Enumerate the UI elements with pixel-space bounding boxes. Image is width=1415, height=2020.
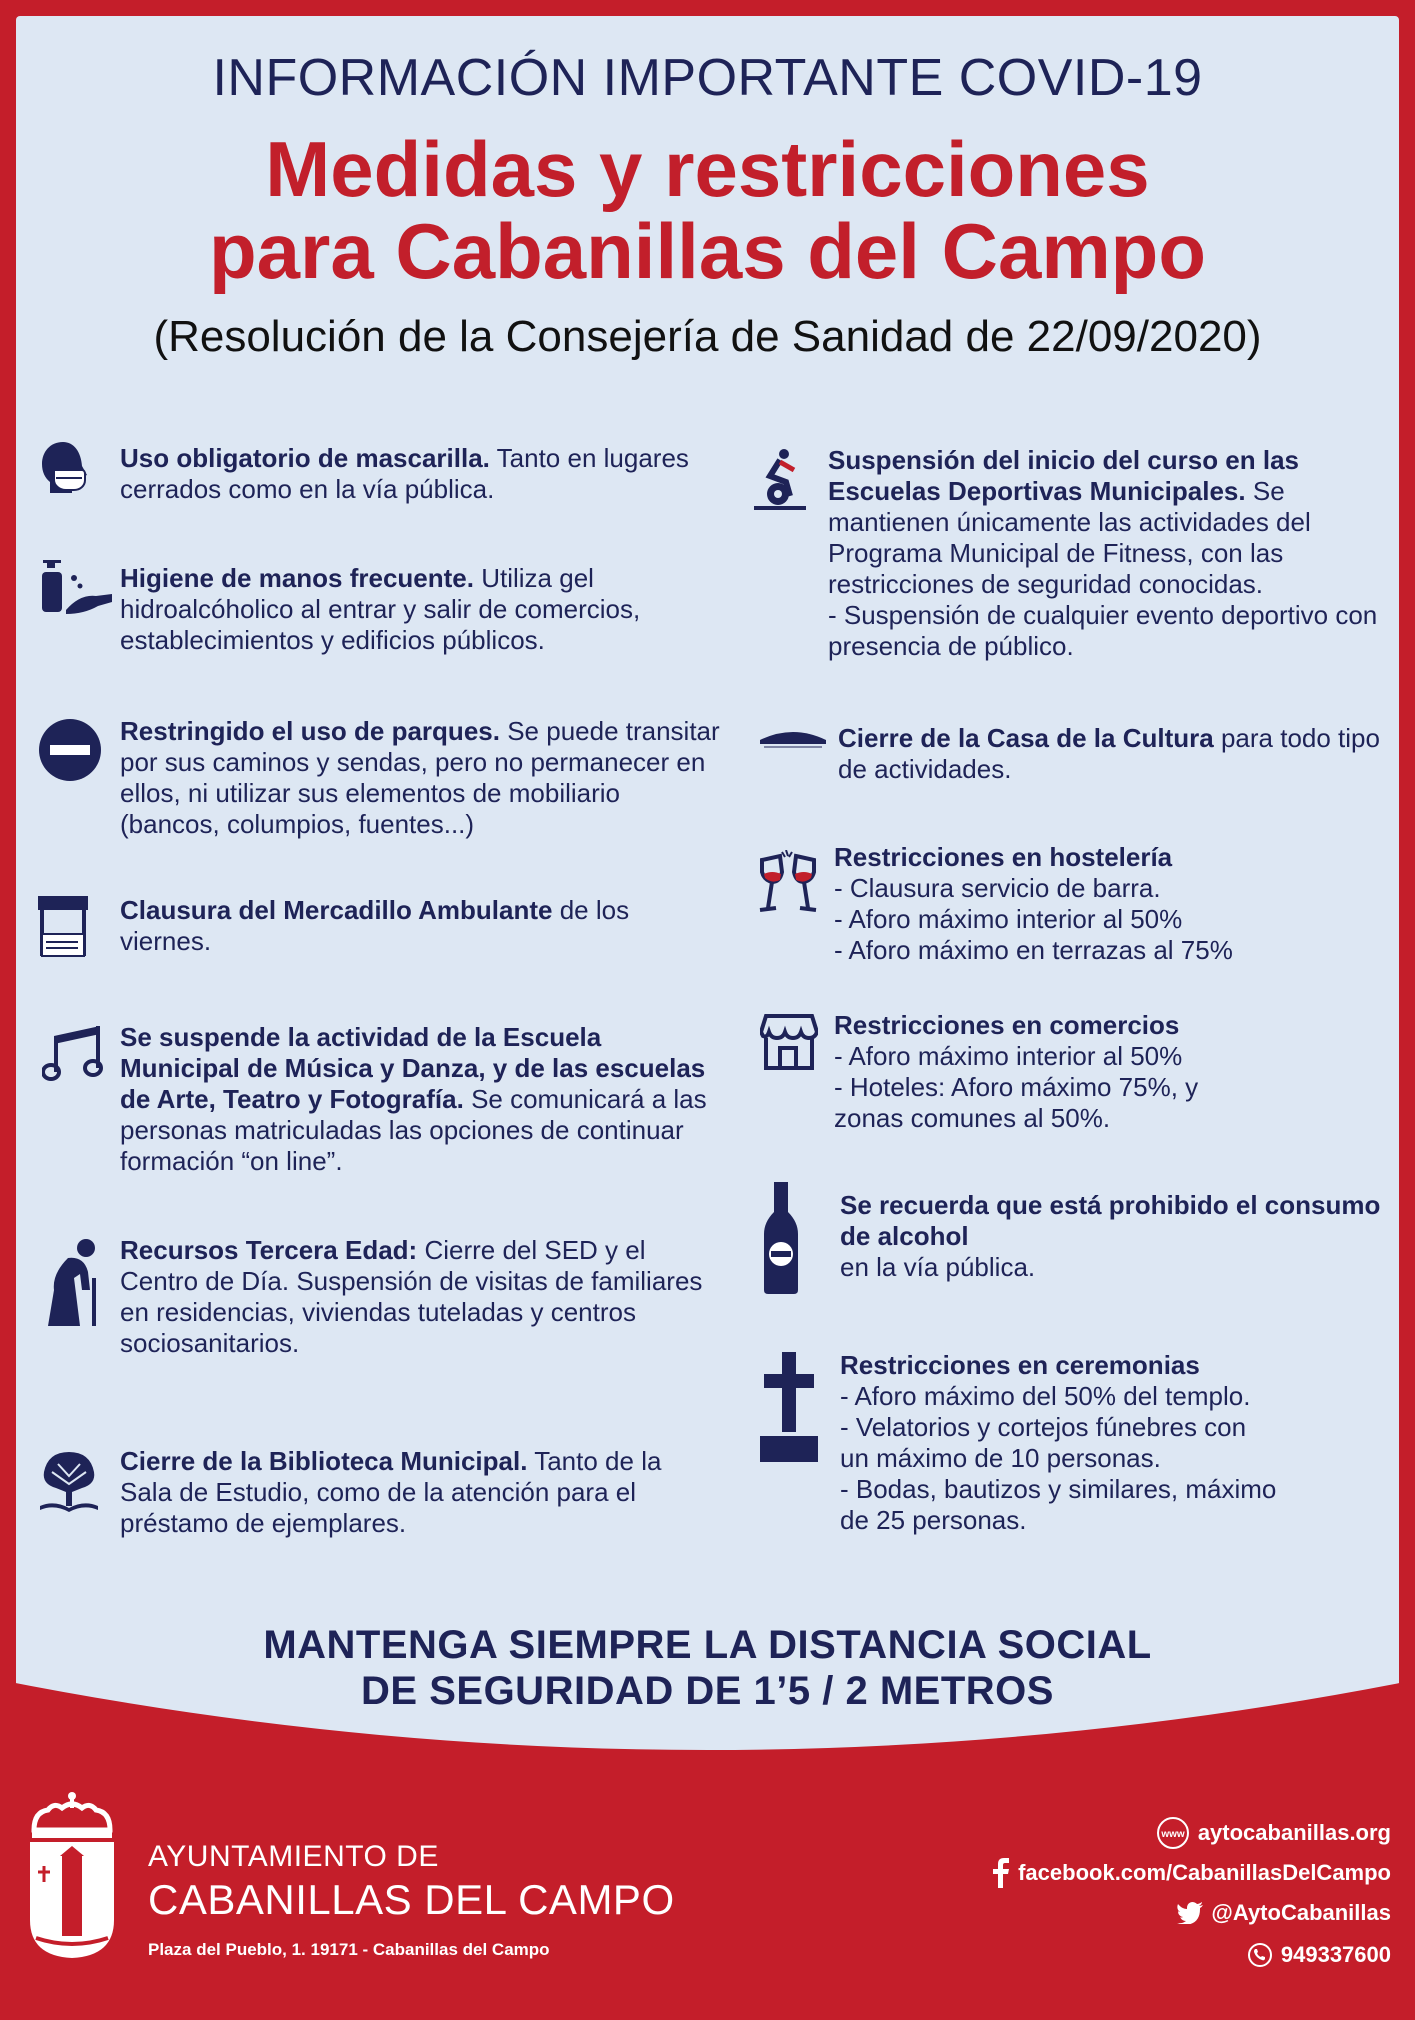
item-mask <box>120 443 700 505</box>
item-ceremonies <box>840 1350 1400 1536</box>
item-sports <box>828 445 1388 662</box>
phone-text: 949337600 <box>1280 1942 1391 1967</box>
item-shops-head: Restricciones en comercios <box>834 1010 1180 1040</box>
item-ceremonies-line-5: de 25 personas. <box>840 1505 1027 1535</box>
item-hospitality-head: Restricciones en hostelería <box>834 842 1173 872</box>
wine-glasses-icon <box>756 850 820 916</box>
hand-sanitizer-icon <box>40 558 115 618</box>
item-culture-body: para todo tipo de actividades. <box>838 723 1380 784</box>
item-market-head: Clausura del Mercadillo Ambulante <box>120 895 553 925</box>
item-alcohol <box>840 1190 1400 1283</box>
item-shops <box>834 1010 1394 1134</box>
item-ceremonies-line-3: un máximo de 10 personas. <box>840 1443 1161 1473</box>
globe-icon <box>1156 1816 1190 1850</box>
item-library <box>120 1446 720 1539</box>
face-mask-icon <box>38 440 88 495</box>
item-hospitality-line-3: - Aforo máximo en terrazas al 75% <box>834 935 1233 965</box>
no-entry-icon <box>38 718 102 782</box>
phone-link[interactable] <box>1247 1942 1391 1968</box>
web-text: aytocabanillas.org <box>1197 1820 1391 1845</box>
facebook-text: facebook.com/CabanillasDelCampo <box>1018 1860 1391 1885</box>
facebook-icon <box>992 1858 1010 1888</box>
item-hospitality-line-2: - Aforo máximo interior al 50% <box>834 904 1183 934</box>
item-ceremonies-line-1: - Aforo máximo del 50% del templo. <box>840 1381 1251 1411</box>
item-alcohol-body: en la vía pública. <box>840 1252 1036 1282</box>
org-line-2: CABANILLAS DEL CAMPO <box>148 1876 675 1923</box>
bottle-icon <box>762 1182 800 1294</box>
distance-message <box>0 1622 1415 1714</box>
item-library-body: Tanto de la Sala de Estudio, como de la atención para el préstamo de ejemplares. <box>120 1446 662 1538</box>
twitter-text: @AytoCabanillas <box>1211 1900 1391 1925</box>
item-mask-head: Uso obligatorio de mascarilla. <box>120 443 490 473</box>
item-hygiene-body: Utiliza gel hidroalcóholico al entrar y salir de comercios, establecimientos y edificios públicos. <box>120 563 641 655</box>
page-title <box>0 125 1415 295</box>
item-ceremonies-line-2: - Velatorios y cortejos fúnebres con <box>840 1412 1247 1442</box>
exercise-bike-icon <box>750 448 810 514</box>
org-address: Plaza del Pueblo, 1. 19171 - Cabanillas del Campo <box>148 1940 550 1959</box>
market-stall-icon <box>38 896 88 958</box>
item-culture <box>838 723 1398 785</box>
item-library-head: Cierre de la Biblioteca Municipal. <box>120 1446 528 1476</box>
coat-of-arms-logo <box>26 1790 118 1960</box>
web-link[interactable] <box>1156 1816 1391 1850</box>
item-culture-head: Cierre de la Casa de la Cultura <box>838 723 1214 753</box>
item-music <box>120 1022 720 1177</box>
item-sports-tail: - Suspensión de cualquier evento deportivo con presencia de público. <box>828 600 1378 661</box>
footer-organization <box>148 1840 675 1960</box>
item-ceremonies-line-4: - Bodas, bautizos y similares, máximo <box>840 1474 1277 1504</box>
item-music-body: Se comunicará a las personas matriculadas las opciones de continuar formación “on line”. <box>120 1084 707 1176</box>
item-hospitality-line-1: - Clausura servicio de barra. <box>834 873 1161 903</box>
distance-line-2: DE SEGURIDAD DE 1’5 / 2 METROS <box>361 1669 1054 1713</box>
twitter-link[interactable] <box>1177 1900 1391 1926</box>
item-parks-body: Se puede transitar por sus caminos y sendas, pero no permanecer en ellos, ni utilizar sus elementos de mobiliario (bancos, columpios, fuentes...) <box>120 716 720 839</box>
item-sports-head: Suspensión del inicio del curso en las Escuelas Deportivas Municipales. <box>828 445 1300 506</box>
item-music-head: Se suspende la actividad de la Escuela Municipal de Música y Danza, y de las escuelas de Arte, Teatro y Fotografía. <box>120 1022 706 1114</box>
item-hygiene-head: Higiene de manos frecuente. <box>120 563 474 593</box>
cross-icon <box>760 1352 818 1462</box>
title-line-2: para Cabanillas del Campo <box>209 207 1206 295</box>
item-hygiene <box>120 563 720 656</box>
item-parks <box>120 716 720 840</box>
item-shops-line-1: - Aforo máximo interior al 50% <box>834 1041 1183 1071</box>
item-shops-line-2: - Hoteles: Aforo máximo 75%, y <box>834 1072 1199 1102</box>
shop-icon <box>760 1014 818 1070</box>
item-elderly <box>120 1235 720 1359</box>
item-hospitality <box>834 842 1394 966</box>
globe-icon-text: www <box>1161 1829 1185 1840</box>
tree-book-icon <box>38 1448 100 1512</box>
elderly-person-icon <box>40 1238 104 1328</box>
item-elderly-body: Cierre del SED y el Centro de Día. Suspensión de visitas de familiares en residencias, viviendas tuteladas y centros sociosanitarios. <box>120 1235 703 1358</box>
title-line-1: Medidas y restricciones <box>265 125 1150 213</box>
subtitle: (Resolución de la Consejería de Sanidad de 22/09/2020) <box>153 312 1262 361</box>
phone-icon <box>1247 1942 1273 1968</box>
music-note-icon <box>42 1022 104 1082</box>
twitter-icon <box>1177 1902 1203 1924</box>
culture-house-icon <box>758 726 828 750</box>
facebook-link[interactable] <box>992 1858 1391 1888</box>
item-market-body: de los viernes. <box>120 895 630 956</box>
header-kicker: INFORMACIÓN IMPORTANTE COVID-19 <box>212 49 1203 107</box>
item-market <box>120 895 720 957</box>
distance-line-1: MANTENGA SIEMPRE LA DISTANCIA SOCIAL <box>263 1623 1152 1667</box>
item-shops-line-3: zonas comunes al 50%. <box>834 1103 1111 1133</box>
org-line-1: AYUNTAMIENTO DE <box>148 1840 439 1873</box>
item-sports-body: Se mantienen únicamente las actividades del Programa Municipal de Fitness, con las restricciones de seguridad conocidas. <box>828 476 1311 599</box>
item-alcohol-head: Se recuerda que está prohibido el consumo de alcohol <box>840 1190 1381 1251</box>
item-parks-head: Restringido el uso de parques. <box>120 716 500 746</box>
item-elderly-head: Recursos Tercera Edad: <box>120 1235 418 1265</box>
item-ceremonies-head: Restricciones en ceremonias <box>840 1350 1200 1380</box>
item-mask-body: Tanto en lugares cerrados como en la vía pública. <box>120 443 689 504</box>
